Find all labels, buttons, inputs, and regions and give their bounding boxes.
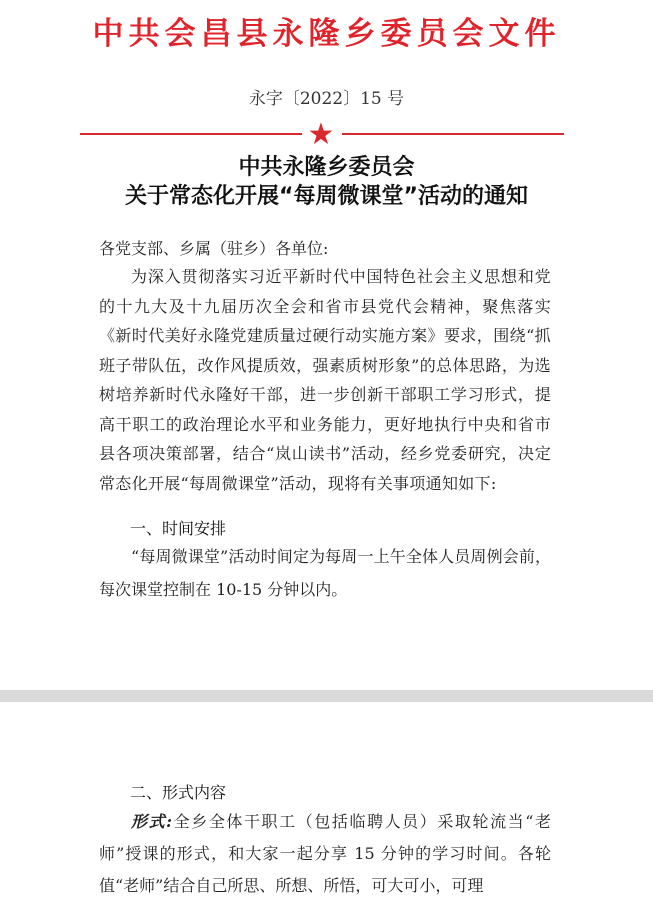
- star-icon: ★: [307, 117, 335, 152]
- document-number: 永字〔2022〕15 号: [248, 89, 405, 109]
- red-divider-right: [342, 133, 564, 135]
- section-format-paragraph: [99, 806, 551, 902]
- notice-title-line2: 关于常态化开展“每周微课堂”活动的通知: [125, 184, 528, 209]
- salutation: 各党支部、乡属（驻乡）各单位:: [99, 239, 329, 258]
- page-gap: [0, 690, 653, 702]
- red-divider-left: [80, 133, 302, 135]
- intro-paragraph: 为深入贯彻落实习近平新时代中国特色社会主义思想和党的十九大及十九届历次全会和省市县党代会精神，聚焦落实《新时代美好永隆党建质量过硬行动实施方案》要求，围绕“抓班子带队伍，改作风提质效，强素质树形象”的总体思路，为选树培养新时代永隆好干部，进一步创新干部职工学习形式，提高干职工的政治理论水平和业务能力，更好地执行中央和省市县各项决策部署，结合“岚山读书”活动，经乡党委研究，决定常态化开展“每周微课堂”活动，现将有关事项通知如下:: [99, 267, 551, 493]
- document-header-title: 中共会昌县永隆乡委员会文件: [92, 16, 561, 52]
- notice-title-line1: 中共永隆乡委员会: [238, 155, 415, 180]
- section-time-paragraph: “每周微课堂”活动时间定为每周一上午全体人员周例会前，每次课堂控制在 10-15 分钟以内。: [99, 547, 551, 599]
- section-heading-format: 二、形式内容: [130, 783, 227, 802]
- format-lead-label: 形式:: [131, 812, 173, 831]
- section-heading-time: 一、时间安排: [130, 519, 227, 538]
- format-text: 全乡全体干职工（包括临聘人员）采取轮流当“老师”授课的形式，和大家一起分享 15 分钟的学习时间。各轮值“老师”结合自己所思、所想、所悟，可大可小，可理: [99, 812, 551, 895]
